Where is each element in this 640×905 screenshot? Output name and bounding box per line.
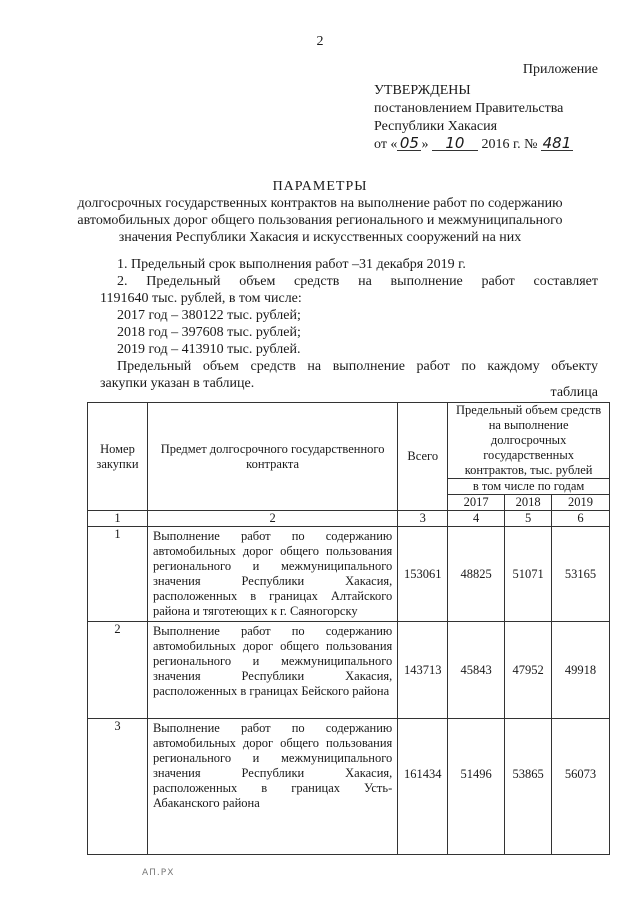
approved-label: УТВЕРЖДЕНЫ — [374, 83, 471, 98]
row-subject: Выполнение работ по содержанию автомобильных дорог общего пользования регионального и межмуниципального значения Республики Хакасия, расположенных в границах Алтайского района и тяготеющих к г. Саяногорску — [147, 527, 397, 622]
approval-line-1: постановлением Правительства — [374, 101, 564, 116]
table-row — [88, 719, 610, 855]
contracts-table — [87, 402, 610, 855]
paragraph-1: 1. Предельный срок выполнения работ –31 декабря 2019 г. — [117, 257, 466, 272]
row-subject: Выполнение работ по содержанию автомобильных дорог общего пользования регионального и межмуниципального значения Республики Хакасия, расположенных в границах Усть-Абаканского района — [147, 719, 397, 855]
header-total: Всего — [398, 403, 448, 511]
appendix-label: Приложение — [522, 62, 598, 77]
row-number: 1 — [88, 527, 148, 622]
page-number: 2 — [316, 34, 324, 49]
year-2017-line: 2017 год – 380122 тыс. рублей; — [117, 308, 301, 323]
title-line-2: автомобильных дорог общего пользования регионального и межмуниципального — [77, 213, 563, 228]
row-total: 161434 — [398, 719, 448, 855]
row-number: 3 — [88, 719, 148, 855]
paragraph-3: Предельный объем средств на выполнение работ по каждому объекту — [117, 359, 598, 374]
year-2019-line: 2019 год – 413910 тыс. рублей. — [117, 342, 301, 357]
approval-day: 05 — [397, 136, 421, 151]
approval-month: 10 — [432, 136, 478, 151]
footer-mark: АП.РХ — [142, 868, 175, 878]
col-index: 2 — [147, 511, 397, 527]
header-year-2018: 2018 — [505, 495, 552, 511]
col-index: 6 — [552, 511, 610, 527]
col-index: 3 — [398, 511, 448, 527]
header-subject: Предмет долгосрочного государственного контракта — [147, 403, 397, 511]
row-number: 2 — [88, 622, 148, 719]
approval-number: 481 — [542, 134, 572, 152]
row-2018: 53865 — [505, 719, 552, 855]
row-2019: 53165 — [552, 527, 610, 622]
row-2019: 49918 — [552, 622, 610, 719]
paragraph-2: 2. Предельный объем средств на выполнение работ составляет — [117, 274, 598, 289]
header-limit: Предельный объем средств на выполнение долгосрочных государственных контрактов, тыс. рублей — [448, 403, 610, 479]
row-2017: 51496 — [448, 719, 505, 855]
approval-line-2: Республики Хакасия — [374, 119, 498, 134]
col-index: 5 — [505, 511, 552, 527]
title-line-3: значения Республики Хакасия и искусственных сооружений на них — [118, 230, 522, 245]
row-2019: 56073 — [552, 719, 610, 855]
row-subject: Выполнение работ по содержанию автомобильных дорог общего пользования регионального и межмуниципального значения Республики Хакасия, расположенных в границах Бейского района — [147, 622, 397, 719]
row-total: 153061 — [398, 527, 448, 622]
table-caption: таблица — [550, 385, 598, 400]
date-prefix: от « — [374, 137, 398, 152]
row-total: 143713 — [398, 622, 448, 719]
year-2018-line: 2018 год – 397608 тыс. рублей; — [117, 325, 301, 340]
paragraph-3-cont: закупки указан в таблице. — [100, 376, 255, 391]
title-line-1: долгосрочных государственных контрактов на выполнение работ по содержанию — [77, 196, 563, 211]
header-number: Номер закупки — [88, 403, 148, 511]
table-row — [88, 622, 610, 719]
paragraph-2-cont: 1191640 тыс. рублей, в том числе: — [100, 291, 302, 306]
header-year-2019: 2019 — [552, 495, 610, 511]
document-title — [40, 178, 600, 246]
col-index: 1 — [88, 511, 148, 527]
approval-block — [374, 82, 573, 154]
table-row — [88, 527, 610, 622]
col-index: 4 — [448, 511, 505, 527]
row-2018: 47952 — [505, 622, 552, 719]
row-2017: 45843 — [448, 622, 505, 719]
row-2018: 51071 — [505, 527, 552, 622]
header-by-years: в том числе по годам — [448, 479, 610, 495]
column-index-row — [88, 511, 610, 527]
approval-date — [374, 136, 573, 154]
row-2017: 48825 — [448, 527, 505, 622]
title-heading: ПАРАМЕТРЫ — [272, 179, 368, 194]
date-close: » — [421, 137, 429, 152]
approval-year: 2016 г. № — [481, 137, 538, 152]
header-year-2017: 2017 — [448, 495, 505, 511]
